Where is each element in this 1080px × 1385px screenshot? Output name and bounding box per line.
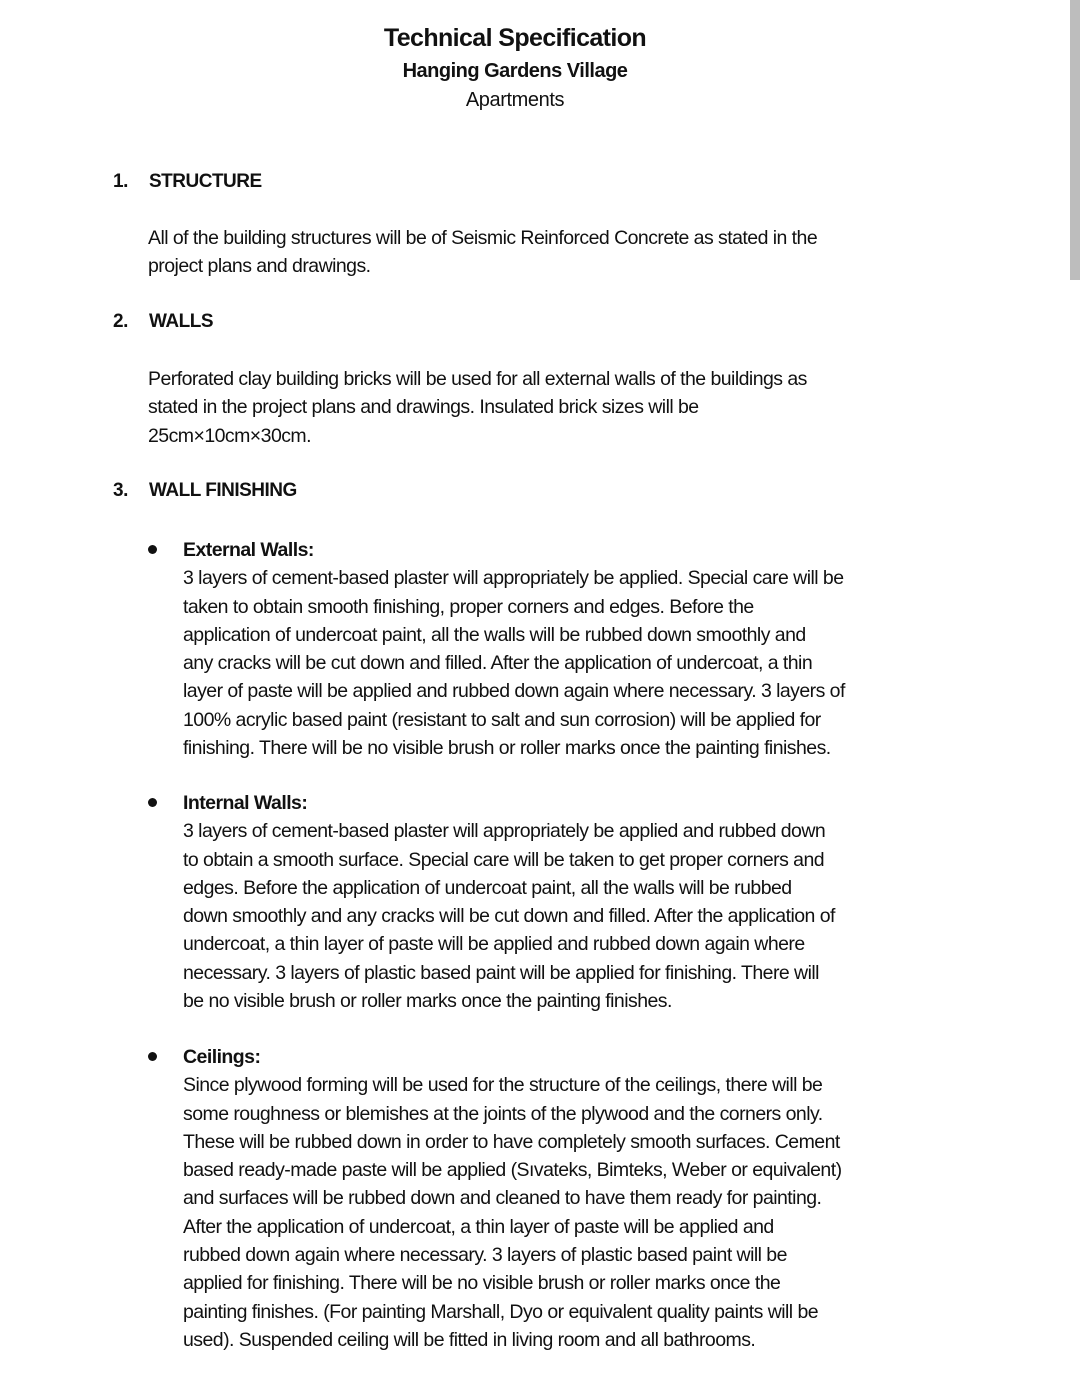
body-line: All of the building structures will be of Seismic Reinforced Concrete as stated in the	[148, 227, 818, 249]
body-line: edges. Before the application of undercoat paint, all the walls will be rubbed	[183, 876, 792, 899]
body-line: painting finishes. (For painting Marshall, Dyo or equivalent quality paints will be	[183, 1300, 819, 1323]
document-header	[0, 20, 1030, 114]
bullet-title: Internal Walls:	[183, 792, 308, 814]
body-line: 3 layers of cement-based plaster will appropriately be applied. Special care will be	[183, 567, 844, 590]
section-heading-wall-finishing	[113, 478, 297, 504]
body-line: Since plywood forming will be used for the structure of the ceilings, there will be	[183, 1074, 823, 1097]
body-line: to obtain a smooth surface. Special care will be taken to get proper corners and	[183, 848, 825, 871]
body-line: necessary. 3 layers of plastic based paint will be applied for finishing. There will	[183, 961, 819, 984]
body-line: project plans and drawings.	[148, 255, 371, 278]
section-number: 2.	[113, 311, 128, 332]
bullet-icon	[148, 545, 157, 554]
body-line: some roughness or blemishes at the joints of the plywood and the corners only.	[183, 1102, 823, 1125]
bullet-icon	[148, 798, 157, 807]
body-line: be no visible brush or roller marks once the painting finishes.	[183, 990, 672, 1013]
body-line: 100% acrylic based paint (resistant to salt and sun corrosion) will be applied for	[183, 708, 821, 731]
body-line: These will be rubbed down in order to have completely smooth surfaces. Cement	[183, 1130, 840, 1153]
bullet-title: Ceilings:	[183, 1046, 261, 1068]
body-line: 25cm×10cm×30cm.	[148, 424, 311, 447]
project-name: Hanging Gardens Village	[402, 60, 628, 82]
section-title: WALLS	[149, 311, 213, 332]
body-line: used). Suspended ceiling will be fitted in living room and all bathrooms.	[183, 1328, 756, 1351]
body-line: and surfaces will be rubbed down and cleaned to have them ready for painting.	[183, 1187, 822, 1210]
body-line: based ready-made paste will be applied (Sıvateks, Bimteks, Weber or equivalent)	[183, 1159, 842, 1182]
body-line: rubbed down again where necessary. 3 layers of plastic based paint will be	[183, 1244, 787, 1267]
section-number: 1.	[113, 171, 128, 192]
body-line: layer of paste will be applied and rubbed down again where necessary. 3 layers of	[183, 680, 845, 703]
body-line: Perforated clay building bricks will be used for all external walls of the buildings as	[148, 368, 807, 390]
body-line: undercoat, a thin layer of paste will be applied and rubbed down again where	[183, 933, 805, 956]
section-title: WALL FINISHING	[149, 480, 297, 501]
scrollbar-thumb[interactable]	[1070, 0, 1080, 280]
body-line: applied for finishing. There will be no visible brush or roller marks once the	[183, 1272, 781, 1295]
body-line: any cracks will be cut down and filled. After the application of undercoat, a thin	[183, 652, 813, 675]
section-title: STRUCTURE	[149, 171, 262, 192]
project-type: Apartments	[465, 89, 565, 111]
section-body-walls	[148, 365, 807, 450]
body-line: stated in the project plans and drawings. Insulated brick sizes will be	[148, 396, 699, 419]
vertical-scrollbar[interactable]	[1069, 0, 1080, 1385]
section-body-structure	[148, 224, 817, 281]
section-number: 3.	[113, 480, 128, 501]
body-line: taken to obtain smooth finishing, proper corners and edges. Before the	[183, 595, 754, 618]
page-title: Technical Specification	[383, 24, 647, 52]
bullet-icon	[148, 1052, 157, 1061]
section-heading-structure	[113, 169, 262, 195]
body-line: finishing. There will be no visible brush or roller marks once the painting finishes.	[183, 737, 831, 760]
section-heading-walls	[113, 309, 213, 335]
body-line: down smoothly and any cracks will be cut down and filled. After the application of	[183, 905, 835, 928]
body-line: application of undercoat paint, all the walls will be rubbed down smoothly and	[183, 623, 806, 646]
body-line: 3 layers of cement-based plaster will appropriately be applied and rubbed down	[183, 820, 826, 843]
bullet-title: External Walls:	[183, 539, 314, 561]
body-line: After the application of undercoat, a thin layer of paste will be applied and	[183, 1215, 774, 1238]
